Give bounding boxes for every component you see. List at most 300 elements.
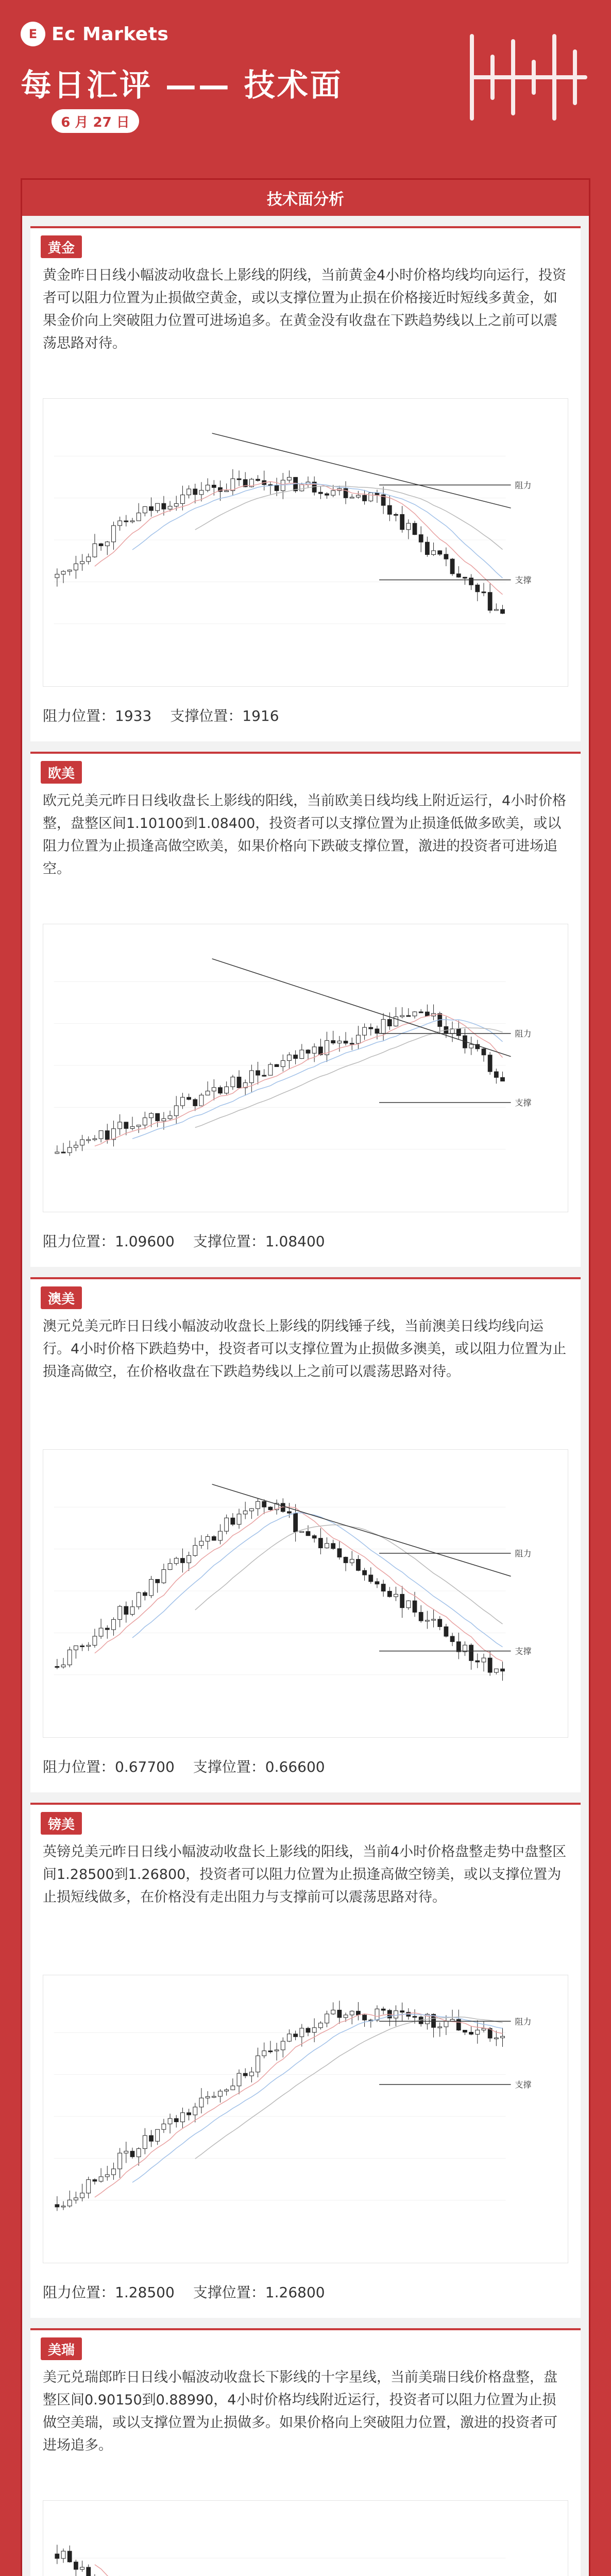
candle-body xyxy=(80,2567,84,2569)
candle-body xyxy=(99,1628,103,1636)
candle-body xyxy=(287,1512,292,1513)
candle-body xyxy=(137,1125,141,1127)
resistance-level: 阻力位置：0.67700 xyxy=(43,1758,175,1775)
candle-body xyxy=(231,1077,235,1087)
candle-body xyxy=(212,485,216,487)
candle-body xyxy=(149,1113,154,1117)
candle-body xyxy=(105,1628,109,1630)
candle-body xyxy=(281,480,285,490)
price-chart xyxy=(43,1975,568,2263)
chart-background xyxy=(44,1975,567,2263)
candle-body xyxy=(112,526,116,542)
brand-name: Ec Markets xyxy=(52,23,169,45)
price-chart xyxy=(43,398,568,687)
resistance-level: 阻力位置：1933 xyxy=(43,707,152,724)
candle-body xyxy=(74,2562,78,2569)
candle-body xyxy=(124,2151,128,2153)
candle-body xyxy=(268,2051,273,2052)
candle-body xyxy=(419,1012,423,1013)
candle-body xyxy=(381,2009,385,2010)
candle-body xyxy=(275,2050,279,2051)
candle-body xyxy=(162,2124,166,2130)
candle-body xyxy=(488,1055,492,1072)
candle-body xyxy=(199,1095,203,1106)
candle-body xyxy=(438,1619,442,1626)
candle-body xyxy=(112,1619,116,1630)
candle-body xyxy=(463,2030,467,2032)
candle-body xyxy=(350,1043,354,1044)
candle-body xyxy=(268,1064,273,1075)
candle-body xyxy=(118,1122,122,1129)
candle-body xyxy=(413,1601,417,1612)
candle-body xyxy=(363,1570,367,1575)
candle-body xyxy=(275,485,279,491)
candle-body xyxy=(476,2030,480,2034)
price-chart xyxy=(43,2500,568,2576)
candle-body xyxy=(444,1626,448,1636)
candle-body xyxy=(281,2041,285,2050)
candle-body xyxy=(168,1116,172,1119)
candle-body xyxy=(387,1591,392,1597)
candle-body xyxy=(87,557,91,562)
candle-body xyxy=(419,1612,423,1621)
resistance-label: 阻力 xyxy=(515,1029,532,1039)
support-label: 支撑 xyxy=(515,575,532,585)
candle-body xyxy=(375,2009,379,2020)
candle-body xyxy=(74,1145,78,1147)
candle-body xyxy=(331,1041,335,1043)
candle-body xyxy=(369,1027,373,1029)
candle-body xyxy=(294,2034,298,2037)
candle-body xyxy=(444,554,448,559)
candle-body xyxy=(199,2098,203,2107)
candle-body xyxy=(130,1607,134,1615)
candle-body xyxy=(237,2073,241,2086)
card-audusd xyxy=(30,1277,581,1792)
candle-body xyxy=(61,1665,65,1667)
candle-body xyxy=(469,1645,473,1660)
candle-body xyxy=(231,2086,235,2090)
candle-body xyxy=(93,1139,97,1140)
candle-body xyxy=(394,1594,398,1597)
candle-body xyxy=(206,1536,210,1541)
candle-body xyxy=(406,523,411,530)
candle-body xyxy=(61,571,65,574)
chart-background xyxy=(44,1450,567,1737)
candle-body xyxy=(181,1558,185,1563)
candle-body xyxy=(501,609,505,614)
levels-row xyxy=(43,1756,325,1776)
support-level: 支撑位置：1916 xyxy=(170,707,279,724)
candle-body xyxy=(344,2015,348,2018)
candle-body xyxy=(162,1118,166,1121)
candle-body xyxy=(61,2551,65,2558)
candle-body xyxy=(93,544,97,557)
candle-body xyxy=(406,1601,411,1608)
candle-body xyxy=(212,1088,216,1091)
candle-body xyxy=(488,1658,492,1672)
candle-body xyxy=(456,574,461,578)
candle-body xyxy=(300,2028,304,2037)
card-gbpusd xyxy=(30,1803,581,2318)
candle-body xyxy=(137,1592,141,1607)
candle-body xyxy=(256,2056,260,2072)
candle-body xyxy=(331,2010,335,2014)
chart-background xyxy=(44,399,567,686)
candle-body xyxy=(55,1666,59,1667)
candle-body xyxy=(425,542,429,554)
candle-body xyxy=(419,535,423,543)
candle-body xyxy=(469,2032,473,2034)
analysis-text: 美元兑瑞郎昨日日线小幅波动收盘长下影线的十字星线，当前美瑞日线价格盘整，盘整区间0.90150到0.88990，4小时价格均线附近运行，投资者可以阻力位置为止损做空美瑞，或以支撑位置为止损做多。如果价格向上突破阻力位置，激进的投资者可进场追多。 xyxy=(43,2369,557,2453)
candle-body xyxy=(149,506,154,511)
candle-body xyxy=(55,2554,59,2558)
candle-body xyxy=(476,1660,480,1662)
candle-body xyxy=(256,1071,260,1075)
levels-row xyxy=(43,1230,325,1251)
chart-background xyxy=(44,2501,567,2576)
candle-body xyxy=(130,521,134,522)
candle-body xyxy=(501,2036,505,2038)
candle-body xyxy=(181,2113,185,2122)
candle-body xyxy=(381,1584,385,1591)
candle-body xyxy=(80,1140,84,1145)
candle-body xyxy=(357,495,361,497)
header xyxy=(0,0,611,170)
candle-body xyxy=(413,1012,417,1016)
candle-body xyxy=(357,1560,361,1571)
candle-body xyxy=(143,1118,147,1125)
candle-body xyxy=(287,477,292,480)
candle-body xyxy=(181,495,185,504)
candle-body xyxy=(87,1140,91,1141)
card-usdchf xyxy=(30,2328,581,2576)
candle-body xyxy=(168,1564,172,1570)
candle-body xyxy=(218,1531,223,1540)
candle-body xyxy=(225,1518,229,1531)
candle-body xyxy=(105,2175,109,2177)
candle-body xyxy=(112,2169,116,2175)
candle-body xyxy=(450,559,454,574)
candle-body xyxy=(400,2011,404,2012)
candle-body xyxy=(67,1147,72,1153)
card-gold xyxy=(30,226,581,741)
price-chart xyxy=(43,924,568,1212)
candle-body xyxy=(143,2136,147,2149)
candle-body xyxy=(363,2015,367,2020)
candle-body xyxy=(99,2177,103,2181)
candle-body xyxy=(482,592,486,593)
candle-body xyxy=(187,2113,191,2115)
candle-body xyxy=(162,503,166,509)
resistance-level: 阻力位置：1.28500 xyxy=(43,2284,175,2301)
candle-body xyxy=(482,1049,486,1055)
candle-body xyxy=(456,1642,461,1652)
candle-body xyxy=(312,1536,316,1538)
candle-body xyxy=(74,564,78,570)
candle-body xyxy=(187,1097,191,1099)
candle-body xyxy=(469,578,473,585)
candle-body xyxy=(118,1606,122,1619)
candle-body xyxy=(281,1061,285,1067)
candle-body xyxy=(137,513,141,521)
candle-body xyxy=(306,2028,310,2032)
candle-body xyxy=(174,1106,178,1116)
resistance-label: 阻力 xyxy=(515,480,532,490)
candle-body xyxy=(156,1579,160,1583)
candle-body xyxy=(494,1072,498,1077)
candle-body xyxy=(174,503,178,506)
candle-body xyxy=(444,2021,448,2027)
candle-body xyxy=(162,1570,166,1583)
brand-logo xyxy=(21,21,168,47)
candle-body xyxy=(501,1669,505,1671)
candle-body xyxy=(275,1064,279,1066)
candle-body xyxy=(375,1582,379,1584)
candle-body xyxy=(318,1538,323,1548)
candle-body xyxy=(268,1507,273,1510)
candle-body xyxy=(93,1636,97,1645)
candle-body xyxy=(387,1020,392,1026)
candle-body xyxy=(99,544,103,546)
candle-body xyxy=(300,1050,304,1059)
candle-body xyxy=(237,1077,241,1088)
candle-body xyxy=(218,1088,223,1093)
candle-body xyxy=(193,2107,197,2115)
candle-body xyxy=(124,521,128,522)
candle-body xyxy=(375,1029,379,1033)
candle-body xyxy=(400,1594,404,1607)
candle-body xyxy=(193,1546,197,1556)
candle-body xyxy=(231,1518,235,1524)
candle-body xyxy=(156,2129,160,2141)
candle-body xyxy=(149,2136,154,2141)
analysis-text: 黄金昨日日线小幅波动收盘长上影线的阴线，当前黄金4小时价格均线均向运行，投资者可以阻力位置为止损做空黄金，或以支撑位置为止损在价格接近时短线多黄金，如果金价向上突破阻力位置可进场追多。在黄金没有收盘在下跌趋势线以上之前可以震荡思路对待。 xyxy=(43,267,567,351)
candle-body xyxy=(300,484,304,490)
candle-body xyxy=(494,609,498,611)
candle-body xyxy=(488,592,492,611)
candle-body xyxy=(231,479,235,490)
candle-body xyxy=(287,2034,292,2041)
candle-body xyxy=(124,1122,128,1128)
candle-body xyxy=(318,2023,323,2028)
candle-body xyxy=(212,1536,216,1540)
date-badge: 6 月 27 日 xyxy=(52,109,139,133)
instrument-tag: 镑美 xyxy=(41,1812,82,1835)
candle-body xyxy=(344,1557,348,1563)
candle-body xyxy=(137,2149,141,2157)
candle-body xyxy=(469,1044,473,1048)
candle-body xyxy=(87,1645,91,1646)
support-level: 支撑位置：1.08400 xyxy=(193,1233,325,1250)
candle-body xyxy=(450,1636,454,1642)
support-label: 支撑 xyxy=(515,1646,532,1656)
candle-body xyxy=(344,1041,348,1043)
candle-body xyxy=(312,1047,316,1053)
candle-body xyxy=(55,2205,59,2207)
candle-body xyxy=(225,490,229,492)
candle-body xyxy=(287,1055,292,1061)
candle-body xyxy=(80,1646,84,1647)
candle-body xyxy=(105,542,109,546)
candle-body xyxy=(74,2198,78,2200)
candle-body xyxy=(501,1077,505,1081)
candle-body xyxy=(156,1113,160,1121)
candle-body xyxy=(406,1015,411,1016)
candle-body xyxy=(143,1592,147,1596)
candle-body xyxy=(156,503,160,511)
candle-body xyxy=(381,1020,385,1033)
candle-body xyxy=(149,1579,154,1596)
candle-body xyxy=(67,2551,72,2562)
candle-body xyxy=(413,523,417,535)
candle-body xyxy=(93,2180,97,2181)
candle-body xyxy=(337,2010,342,2018)
candle-body xyxy=(249,1071,253,1083)
candle-body xyxy=(118,2153,122,2169)
candle-body xyxy=(124,1606,128,1614)
resistance-label: 阻力 xyxy=(515,2016,532,2027)
candle-body xyxy=(262,1075,266,1076)
candle-body xyxy=(432,1619,436,1620)
candle-body xyxy=(262,1501,266,1507)
candle-body xyxy=(243,2073,247,2076)
candle-body xyxy=(312,2028,316,2032)
candle-body xyxy=(193,489,197,495)
candle-body xyxy=(168,506,172,510)
candle-body xyxy=(206,1091,210,1095)
levels-row xyxy=(43,705,279,725)
candle-body xyxy=(212,2096,216,2097)
candle-body xyxy=(67,570,72,571)
candle-body xyxy=(199,1541,203,1545)
candle-body xyxy=(425,1012,429,1016)
candle-body xyxy=(206,2096,210,2098)
candle-body xyxy=(118,521,122,526)
candle-body xyxy=(325,1544,329,1548)
candle-body xyxy=(218,2091,223,2096)
candle-body xyxy=(394,514,398,515)
logo-icon: E xyxy=(21,22,45,46)
candle-body xyxy=(80,2193,84,2198)
candle-body xyxy=(400,514,404,529)
candle-body xyxy=(143,506,147,513)
candle-body xyxy=(350,497,354,498)
candle-body xyxy=(456,1029,461,1036)
candle-body xyxy=(369,1575,373,1582)
candle-body xyxy=(325,2014,329,2023)
candle-body xyxy=(482,1658,486,1662)
panel-title: 技术面分析 xyxy=(22,180,589,216)
candle-body xyxy=(67,1650,72,1665)
candle-body xyxy=(105,1131,109,1140)
candle-body xyxy=(363,495,367,501)
candle-body xyxy=(187,1555,191,1563)
levels-row xyxy=(43,2281,325,2302)
candle-body xyxy=(256,1501,260,1509)
candle-body xyxy=(331,1544,335,1549)
support-label: 支撑 xyxy=(515,2080,532,2090)
candle-body xyxy=(55,1152,59,1154)
candle-body xyxy=(225,2090,229,2091)
candle-body xyxy=(262,2051,266,2056)
candle-body xyxy=(413,2016,417,2018)
candle-body xyxy=(494,1669,498,1672)
support-label: 支撑 xyxy=(515,1097,532,1108)
candle-body xyxy=(482,2028,486,2030)
support-level: 支撑位置：1.26800 xyxy=(193,2284,325,2301)
candle-body xyxy=(318,492,323,494)
candle-body xyxy=(363,1027,367,1035)
card-eurusd xyxy=(30,752,581,1267)
candle-body xyxy=(99,1131,103,1139)
candle-body xyxy=(350,2011,354,2015)
candle-body xyxy=(87,2180,91,2193)
candle-body xyxy=(87,2567,91,2576)
candle-body xyxy=(325,494,329,495)
candle-body xyxy=(256,479,260,481)
candle-body xyxy=(249,1509,253,1511)
candle-body xyxy=(225,1087,229,1093)
candle-body xyxy=(174,2119,178,2122)
candle-body xyxy=(350,1560,354,1563)
candle-body xyxy=(61,1152,65,1153)
candle-body xyxy=(357,1035,361,1043)
candle-body xyxy=(294,1513,298,1532)
candle-body xyxy=(331,490,335,495)
candle-body xyxy=(67,2200,72,2206)
candle-body xyxy=(55,574,59,578)
candle-body xyxy=(337,1549,342,1557)
instrument-tag: 澳美 xyxy=(41,1286,82,1309)
candle-body xyxy=(476,585,480,591)
support-level: 支撑位置：0.66600 xyxy=(193,1758,325,1775)
candle-body xyxy=(174,1558,178,1564)
candle-body xyxy=(249,2072,253,2076)
candle-body xyxy=(199,490,203,495)
candle-body xyxy=(494,2038,498,2039)
candle-body xyxy=(394,2011,398,2018)
candle-body xyxy=(306,1050,310,1053)
candle-body xyxy=(130,1127,134,1129)
candle-body xyxy=(294,1055,298,1059)
candle-body xyxy=(357,2011,361,2015)
candle-body xyxy=(74,1646,78,1650)
candle-body xyxy=(237,479,241,480)
candle-body xyxy=(337,1041,342,1043)
candle-body xyxy=(425,1620,429,1621)
instrument-tag: 欧美 xyxy=(41,761,82,784)
candle-body xyxy=(438,2027,442,2028)
brand-pattern-icon xyxy=(462,26,596,129)
candle-body xyxy=(463,577,467,578)
candle-body xyxy=(369,493,373,501)
candle-body xyxy=(306,1532,310,1536)
candle-body xyxy=(387,505,392,514)
resistance-level: 阻力位置：1.09600 xyxy=(43,1233,175,1250)
candle-body xyxy=(300,1532,304,1533)
candle-body xyxy=(168,2119,172,2124)
resistance-label: 阻力 xyxy=(515,1548,532,1558)
candle-body xyxy=(432,551,436,555)
analysis-text: 英镑兑美元昨日日线小幅波动收盘长上影线的阳线，当前4小时价格盘整走势中盘整区间1.28500到1.26800，投资者可以阻力位置为止损逢高做空镑美，或以支撑位置为止损短线做多，在价格没有走出阻力与支撑前可以震荡思路对待。 xyxy=(43,1844,567,1905)
candle-body xyxy=(187,489,191,495)
candle-body xyxy=(130,2151,134,2157)
candle-body xyxy=(61,2206,65,2207)
instrument-tag: 美瑞 xyxy=(41,2337,82,2360)
analysis-panel xyxy=(21,178,590,2576)
candle-body xyxy=(206,485,210,490)
